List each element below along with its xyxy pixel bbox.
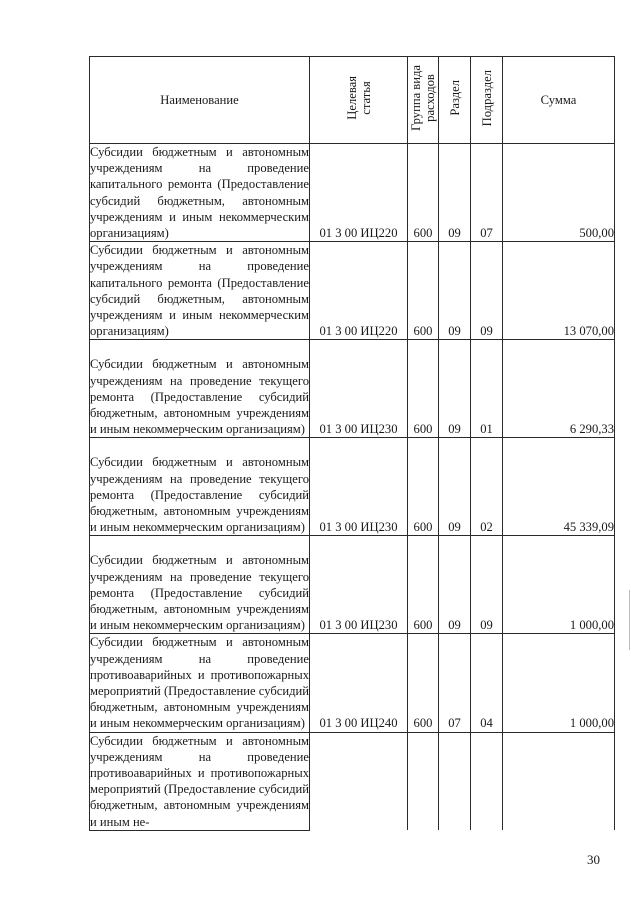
row-target: 01 3 00 ИЦ240 [310,634,408,732]
header-name-label: Наименование [160,92,239,107]
header-target-label: Целевая статья [344,76,373,120]
row-target: 01 3 00 ИЦ220 [310,242,408,340]
row-target: 01 3 00 ИЦ230 [310,438,408,536]
table-header-row [90,57,615,144]
row-subsection: 04 [471,634,503,732]
row-name: Субсидии бюджетным и автономным учреждениям на проведение противоаварийных и противопожарных мероприятий (Предоставление субсидий бюджетным, автономным учреждениям и иным не- [90,733,309,829]
row-sum: 500,00 [503,144,615,242]
table-row [90,144,615,242]
table-row [90,340,615,438]
header-subsection-label: Подраздел [479,69,494,127]
row-name: Субсидии бюджетным и автономным учреждениям на проведение капитального ремонта (Предоставление субсидий бюджетным, автономным учреждениям и иным некоммерческим организациям) [90,243,309,339]
row-sum: 45 339,09 [503,438,615,536]
row-target: 01 3 00 ИЦ230 [310,340,408,438]
row-sum: 1 000,00 [503,536,615,634]
row-subsection: 07 [471,144,503,242]
row-section: 09 [439,242,471,340]
row-subsection: 09 [471,242,503,340]
header-group [408,57,439,144]
table-row [90,242,615,340]
row-sum [503,732,615,830]
row-sum: 13 070,00 [503,242,615,340]
row-name: Субсидии бюджетным и автономным учреждениям на проведение текущего ремонта (Предоставление субсидий бюджетным, автономным учреждениям и иным некоммерческим организациям) [90,438,310,536]
table-row [90,634,615,732]
row-section: 09 [439,536,471,634]
row-subsection: 02 [471,438,503,536]
header-section-label: Раздел [447,80,462,116]
row-group: 600 [408,438,439,536]
row-subsection: 01 [471,340,503,438]
scan-edge-mark [629,590,630,650]
row-target: 01 3 00 ИЦ230 [310,536,408,634]
header-subsection [471,57,503,144]
header-target [310,57,408,144]
row-section: 09 [439,340,471,438]
row-group: 600 [408,634,439,732]
row-name: Субсидии бюджетным и автономным учреждениям на проведение противоаварийных и противопожарных мероприятий (Предоставление субсидий бюджетным, автономным учреждениям и иным некоммерческим организациям) [90,635,309,731]
row-section: 09 [439,144,471,242]
page-number: 30 [587,852,600,867]
row-sum: 1 000,00 [503,634,615,732]
row-name: Субсидии бюджетным и автономным учреждениям на проведение текущего ремонта (Предоставление субсидий бюджетным, автономным учреждениям и иным некоммерческим организациям) [90,340,310,438]
header-section [439,57,471,144]
row-section: 07 [439,634,471,732]
row-group: 600 [408,144,439,242]
header-sum [503,57,615,144]
row-group [408,732,439,830]
table-row [90,536,615,634]
header-name [90,57,310,144]
row-target [310,732,408,830]
row-group: 600 [408,242,439,340]
row-section: 09 [439,438,471,536]
row-subsection: 09 [471,536,503,634]
row-target: 01 3 00 ИЦ220 [310,144,408,242]
row-subsection [471,732,503,830]
row-name: Субсидии бюджетным и автономным учреждениям на проведение капитального ремонта (Предоставление субсидий бюджетным, автономным учреждениям и иным некоммерческим организациям) [90,145,309,241]
row-section [439,732,471,830]
header-group-label: Группа вида расходов [409,64,437,131]
header-sum-label: Сумма [540,92,577,107]
row-sum: 6 290,33 [503,340,615,438]
table-row [90,438,615,536]
row-name: Субсидии бюджетным и автономным учреждениям на проведение текущего ремонта (Предоставление субсидий бюджетным, автономным учреждениям и иным некоммерческим организациям) [90,536,310,634]
row-group: 600 [408,536,439,634]
budget-table [89,56,615,831]
row-group: 600 [408,340,439,438]
table-row [90,732,615,830]
